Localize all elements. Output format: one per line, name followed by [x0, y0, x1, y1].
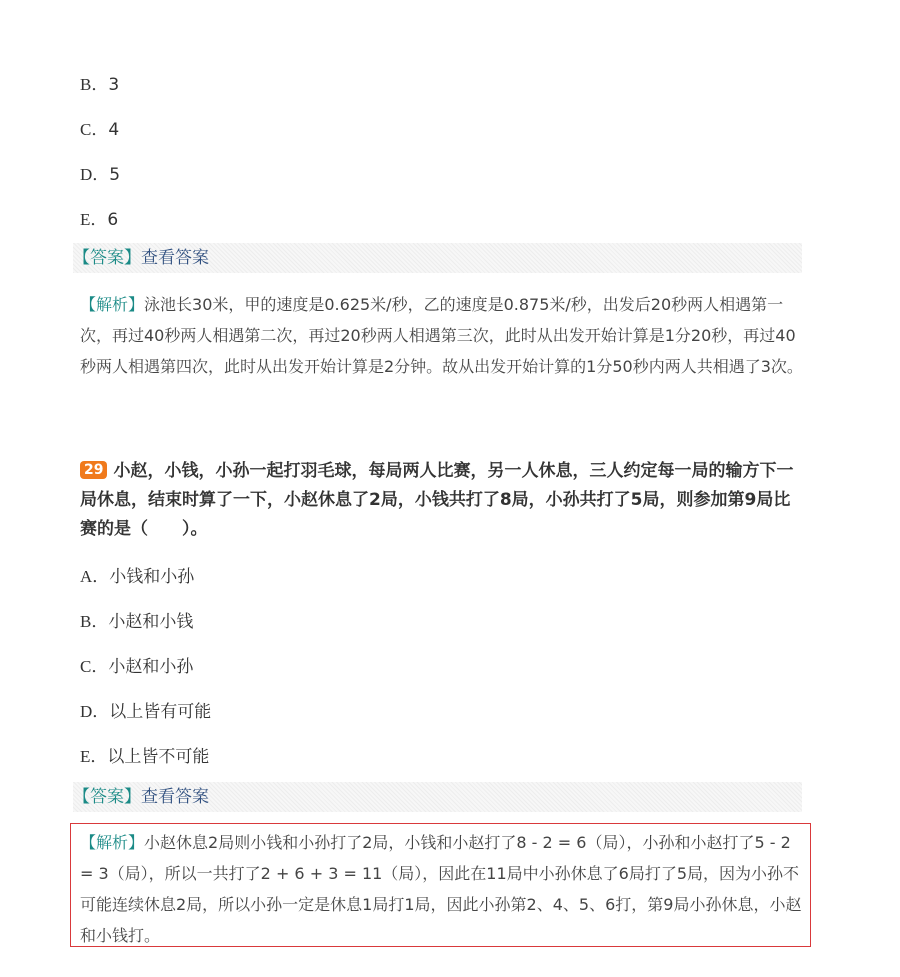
option-text: 6: [107, 210, 119, 230]
option-text: 5: [109, 165, 121, 185]
option-text: 4: [108, 120, 120, 140]
option-b: [80, 607, 193, 632]
option-text: 小钱和小孙: [109, 567, 195, 587]
option-text: 以上皆不可能: [107, 747, 210, 767]
option-letter: B．: [80, 612, 109, 631]
option-letter: B．: [80, 75, 109, 94]
question-number-badge: 29: [80, 461, 107, 479]
view-answer-link[interactable]: 查看答案: [141, 787, 209, 807]
view-answer-link[interactable]: 查看答案: [141, 248, 209, 268]
option-letter: C．: [80, 120, 109, 139]
option-text: 3: [108, 75, 120, 95]
option-d: [80, 160, 120, 185]
analysis-block: [80, 827, 804, 951]
analysis-text: 小赵休息2局则小钱和小孙打了2局，小钱和小赵打了8 - 2 = 6（局），小孙和小赵打了5 - 2 = 3（局），所以一共打了2 + 6 + 3 = 11（局），因此在11局中小孙休息了6局打了5局，因为小孙不可能连续休息2局，所以小孙一定是休息1局打1局，因此小孙第2、4、5、6打，第9局小孙休息，小赵和小钱打。: [80, 833, 802, 945]
option-letter: A．: [80, 567, 110, 586]
option-text: 小赵和小孙: [108, 657, 194, 677]
option-e: [80, 205, 118, 230]
option-letter: C．: [80, 657, 109, 676]
option-b: [80, 70, 119, 95]
option-text: 以上皆有可能: [109, 702, 212, 722]
question-text: 小赵，小钱，小孙一起打羽毛球，每局两人比赛，另一人休息，三人约定每一局的输方下一局休息，结束时算了一下，小赵休息了2局，小钱共打了8局，小孙共打了5局，则参加第9局比赛的是（ ）。: [80, 461, 794, 539]
analysis-label: 【解析】: [80, 295, 145, 314]
analysis-block: [80, 289, 804, 382]
option-letter: E．: [80, 210, 108, 229]
option-a: [80, 562, 194, 587]
option-text: 小赵和小钱: [108, 612, 194, 632]
option-letter: D．: [80, 165, 110, 184]
option-e: [80, 742, 209, 767]
option-c: [80, 652, 193, 677]
analysis-label: 【解析】: [80, 833, 145, 852]
option-letter: D．: [80, 702, 110, 721]
answer-bar: [73, 782, 802, 812]
option-letter: E．: [80, 747, 108, 766]
option-c: [80, 115, 119, 140]
answer-label: 【答案】: [73, 248, 141, 268]
answer-bar: [73, 243, 802, 273]
analysis-text: 泳池长30米，甲的速度是0.625米/秒，乙的速度是0.875米/秒，出发后20秒两人相遇第一次，再过40秒两人相遇第二次，再过20秒两人相遇第三次，此时从出发开始计算是1分20秒，再过40秒两人相遇第四次，此时从出发开始计算是2分钟。故从出发开始计算的1分50秒内两人共相遇了3次。: [80, 295, 803, 376]
answer-label: 【答案】: [73, 787, 141, 807]
option-d: [80, 697, 211, 722]
question-stem: [80, 457, 804, 544]
